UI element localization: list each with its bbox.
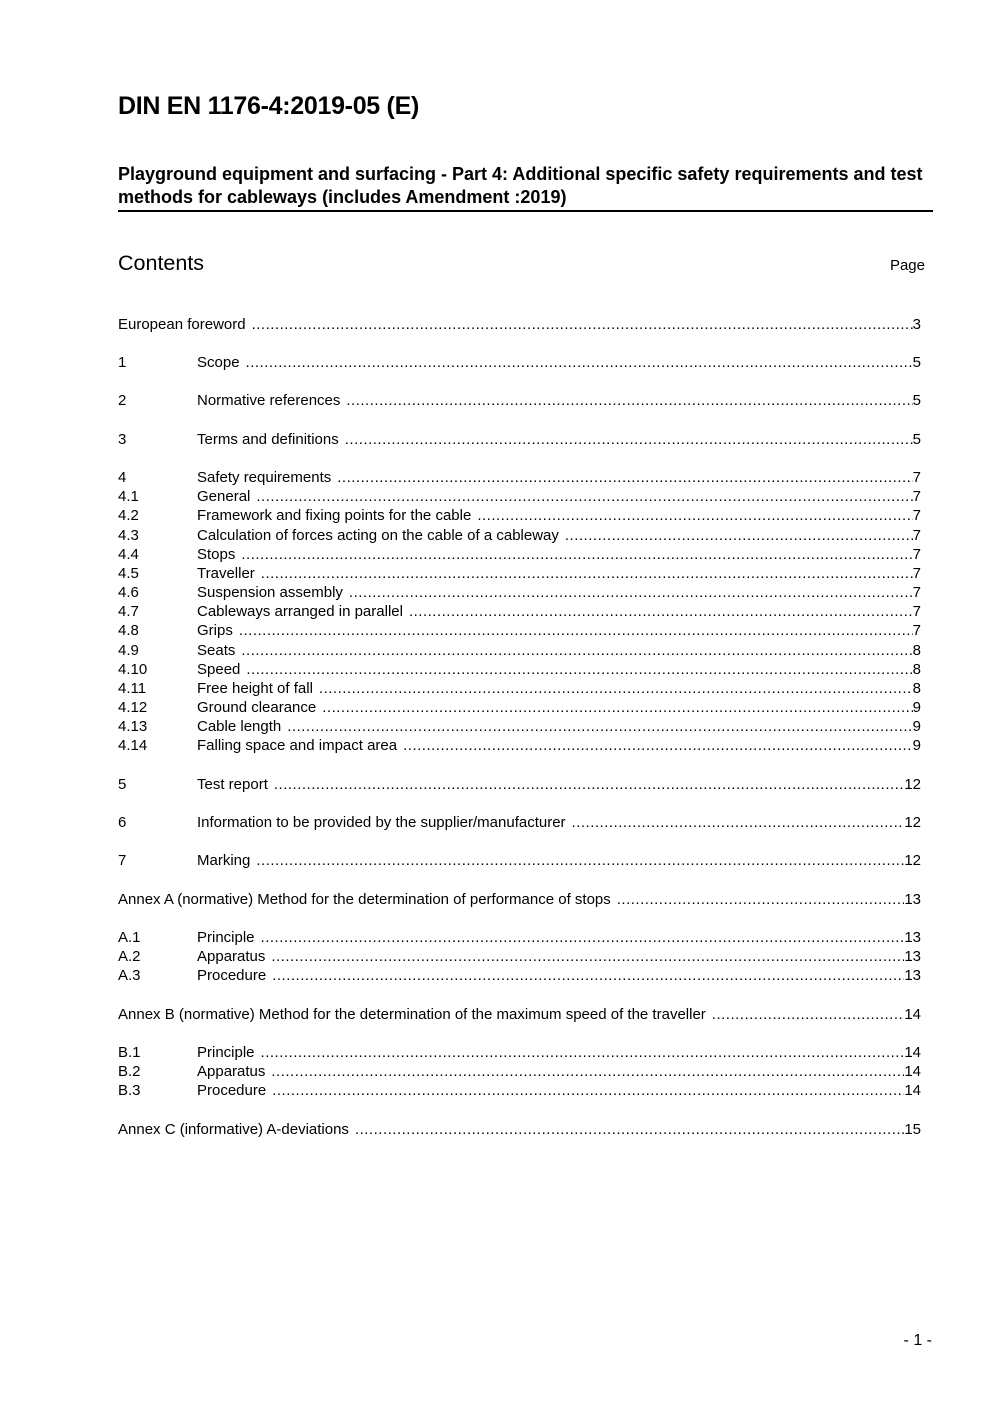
toc-entry-number: A.3: [118, 967, 141, 984]
toc-entry-page: 9: [912, 737, 921, 754]
toc-entry-page: 8: [912, 661, 921, 678]
dot-leader: [241, 641, 912, 660]
toc-entry-title: Grips: [197, 622, 233, 639]
toc-entry[interactable]: [118, 775, 921, 794]
toc-entry[interactable]: [118, 315, 921, 334]
toc-entry-page: 7: [912, 469, 921, 486]
dot-leader: [241, 545, 912, 564]
toc-entry-title: Normative references: [197, 392, 341, 409]
toc-entry-page: 14: [904, 1044, 921, 1061]
toc-entry-number: 3: [118, 431, 127, 448]
toc-entry-page: 7: [912, 527, 921, 544]
toc-entry-page: 3: [912, 316, 921, 333]
toc-entry-page: 7: [912, 584, 921, 601]
document-title: Playground equipment and surfacing - Part 4: Additional specific safety requirements and test methods for cableways (includes Amendment :2019): [118, 163, 933, 212]
toc-entry-title: Speed: [197, 661, 241, 678]
toc-entry-title: Principle: [197, 1044, 255, 1061]
toc-entry-number: 4.14: [118, 737, 148, 754]
toc-entry-number: 6: [118, 814, 127, 831]
toc-entry-number: B.1: [118, 1044, 141, 1061]
toc-entry[interactable]: [118, 660, 921, 679]
toc-entry[interactable]: [118, 1120, 921, 1139]
dot-leader: [271, 947, 904, 966]
dot-leader: [572, 813, 905, 832]
toc-entry[interactable]: [118, 641, 921, 660]
toc-entry[interactable]: [118, 679, 921, 698]
toc-entry-title: Framework and fixing points for the cable: [197, 507, 472, 524]
toc-entry[interactable]: [118, 602, 921, 621]
toc-entry-page: 7: [912, 546, 921, 563]
toc-entry[interactable]: [118, 526, 921, 545]
toc-entry-number: 4.12: [118, 699, 148, 716]
toc-entry-title: Free height of fall: [197, 680, 313, 697]
toc-entry-page: 7: [912, 565, 921, 582]
toc-entry-number: 7: [118, 852, 127, 869]
toc-entry-title: Annex B (normative) Method for the determination of the maximum speed of the traveller: [118, 1006, 706, 1023]
dot-leader: [287, 717, 912, 736]
toc-entry[interactable]: [118, 430, 921, 449]
dot-leader: [346, 391, 912, 410]
dot-leader: [565, 526, 913, 545]
toc-entry-title: Falling space and impact area: [197, 737, 398, 754]
toc-entry-page: 5: [912, 431, 921, 448]
toc-entry-title: Annex A (normative) Method for the determination of performance of stops: [118, 891, 611, 908]
toc-entry-number: 4.11: [118, 680, 147, 697]
toc-entry[interactable]: [118, 966, 921, 985]
page-number: - 1 -: [903, 1332, 932, 1349]
dot-leader: [355, 1120, 904, 1139]
toc-entry-title: Stops: [197, 546, 236, 563]
page-column-label: Page: [889, 257, 925, 274]
toc-entry[interactable]: [118, 506, 921, 525]
toc-entry-number: 4.6: [118, 584, 139, 601]
toc-entry-number: 4.10: [118, 661, 148, 678]
toc-entry-title: Test report: [197, 776, 268, 793]
toc-entry-page: 7: [912, 488, 921, 505]
toc-entry-title: Principle: [197, 929, 255, 946]
toc-entry-number: 4.4: [118, 546, 139, 563]
toc-entry-page: 9: [912, 699, 921, 716]
dot-leader: [617, 890, 905, 909]
toc-entry[interactable]: [118, 736, 921, 755]
dot-leader: [261, 564, 913, 583]
toc-entry-number: 4.2: [118, 507, 139, 524]
toc-entry-title: Ground clearance: [197, 699, 317, 716]
dot-leader: [246, 660, 912, 679]
toc-entry-number: 4: [118, 469, 127, 486]
dot-leader: [337, 468, 912, 487]
dot-leader: [272, 966, 904, 985]
toc-entry[interactable]: [118, 583, 921, 602]
toc-entry[interactable]: [118, 717, 921, 736]
toc-entry-page: 15: [904, 1121, 921, 1138]
dot-leader: [256, 851, 904, 870]
toc-entry-title: Safety requirements: [197, 469, 332, 486]
toc-entry-page: 14: [904, 1006, 921, 1023]
toc-entry[interactable]: [118, 947, 921, 966]
dot-leader: [252, 315, 913, 334]
toc-entry-page: 9: [912, 718, 921, 735]
dot-leader: [712, 1005, 905, 1024]
document-id: DIN EN 1176-4:2019-05 (E): [118, 92, 419, 120]
toc-entry-page: 12: [904, 776, 921, 793]
toc-entry-title: Marking: [197, 852, 251, 869]
toc-entry-title: Information to be provided by the supplier/manufacturer: [197, 814, 566, 831]
toc-entry-page: 14: [904, 1063, 921, 1080]
toc-entry-number: 4.5: [118, 565, 139, 582]
dot-leader: [477, 506, 912, 525]
toc-entry-title: Traveller: [197, 565, 255, 582]
dot-leader: [403, 736, 913, 755]
toc-entry-number: 4.9: [118, 642, 139, 659]
toc-entry-page: 5: [912, 354, 921, 371]
dot-leader: [272, 1081, 904, 1100]
toc-entry-title: Procedure: [197, 967, 267, 984]
toc-entry-number: A.2: [118, 948, 141, 965]
toc-entry-number: 4.13: [118, 718, 148, 735]
toc-entry-page: 14: [904, 1082, 921, 1099]
dot-leader: [261, 1043, 905, 1062]
toc-entry[interactable]: [118, 353, 921, 372]
toc-entry[interactable]: [118, 468, 921, 487]
toc-entry[interactable]: [118, 928, 921, 947]
dot-leader: [256, 487, 912, 506]
toc-entry[interactable]: [118, 813, 921, 832]
toc-entry-title: Seats: [197, 642, 236, 659]
toc-entry-page: 13: [904, 967, 921, 984]
toc-entry-page: 8: [912, 642, 921, 659]
toc-entry[interactable]: [118, 1081, 921, 1100]
toc-entry-number: 1: [118, 354, 127, 371]
toc-entry-title: Suspension assembly: [197, 584, 343, 601]
dot-leader: [345, 430, 913, 449]
toc-entry-title: European foreword: [118, 316, 246, 333]
toc-entry-page: 13: [904, 891, 921, 908]
toc-entry-page: 7: [912, 622, 921, 639]
toc-entry[interactable]: [118, 391, 921, 410]
dot-leader: [319, 679, 913, 698]
toc-entry[interactable]: [118, 564, 921, 583]
dot-leader: [409, 602, 913, 621]
toc-entry-title: Terms and definitions: [197, 431, 339, 448]
dot-leader: [271, 1062, 904, 1081]
toc-entry[interactable]: [118, 545, 921, 564]
toc-entry-number: 4.7: [118, 603, 139, 620]
dot-leader: [246, 353, 913, 372]
toc-entry-number: 4.1: [118, 488, 139, 505]
toc-entry-title: General: [197, 488, 251, 505]
toc-entry[interactable]: [118, 1043, 921, 1062]
toc-entry[interactable]: [118, 890, 921, 909]
toc-entry[interactable]: [118, 1005, 921, 1024]
toc-entry[interactable]: [118, 698, 921, 717]
toc-entry-title: Scope: [197, 354, 240, 371]
toc-entry-title: Apparatus: [197, 1063, 266, 1080]
toc-entry-number: B.3: [118, 1082, 141, 1099]
toc-entry-page: 12: [904, 814, 921, 831]
dot-leader: [274, 775, 904, 794]
toc-entry[interactable]: [118, 1062, 921, 1081]
toc-entry-page: 5: [912, 392, 921, 409]
toc-entry-title: Annex C (informative) A-deviations: [118, 1121, 349, 1138]
toc-entry[interactable]: [118, 851, 921, 870]
dot-leader: [239, 621, 913, 640]
toc-entry-number: A.1: [118, 929, 141, 946]
dot-leader: [349, 583, 913, 602]
toc-entry-number: B.2: [118, 1063, 141, 1080]
toc-entry[interactable]: [118, 621, 921, 640]
toc-entry-number: 5: [118, 776, 127, 793]
toc-entry-title: Apparatus: [197, 948, 266, 965]
dot-leader: [261, 928, 905, 947]
toc-entry-title: Calculation of forces acting on the cable of a cableway: [197, 527, 559, 544]
toc-entry-page: 7: [912, 603, 921, 620]
dot-leader: [322, 698, 912, 717]
toc-entry-page: 7: [912, 507, 921, 524]
toc-entry-title: Procedure: [197, 1082, 267, 1099]
contents-heading: Contents: [118, 251, 205, 275]
toc-entry-number: 4.8: [118, 622, 139, 639]
toc-entry-page: 13: [904, 929, 921, 946]
toc-entry-page: 12: [904, 852, 921, 869]
toc-entry-title: Cable length: [197, 718, 282, 735]
toc-entry-page: 13: [904, 948, 921, 965]
toc-entry-number: 4.3: [118, 527, 139, 544]
toc-entry[interactable]: [118, 487, 921, 506]
toc-entry-number: 2: [118, 392, 127, 409]
toc-entry-title: Cableways arranged in parallel: [197, 603, 403, 620]
toc-entry-page: 8: [912, 680, 921, 697]
